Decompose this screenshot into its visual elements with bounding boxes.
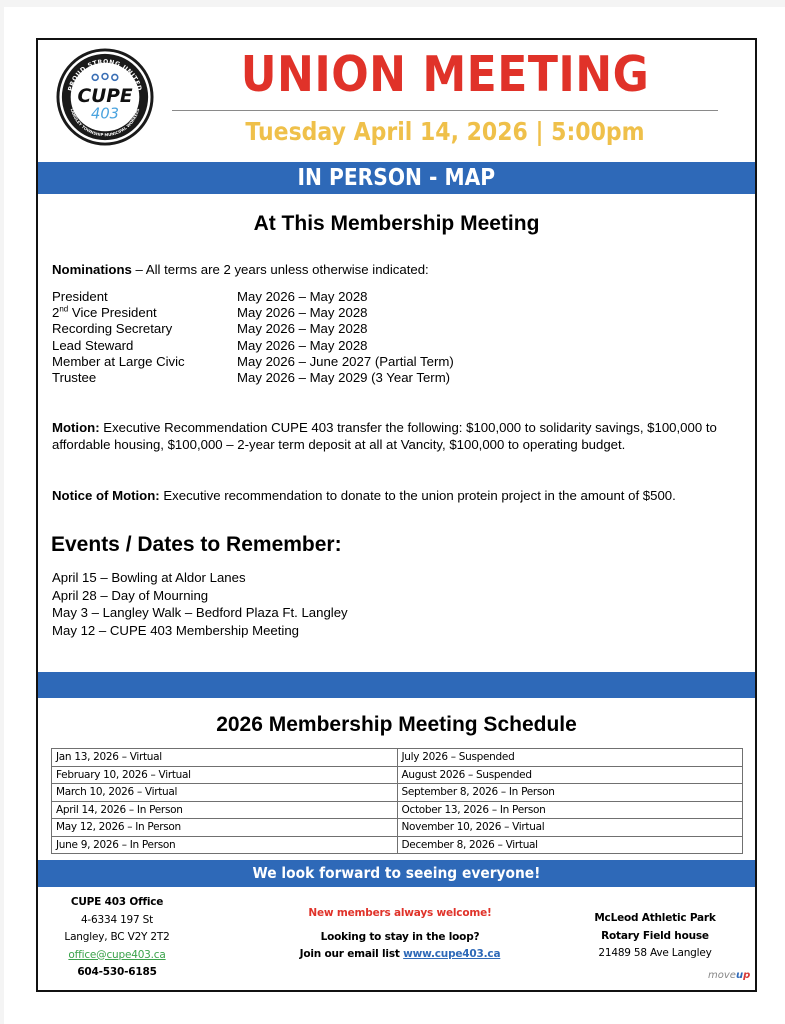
nominations-list bbox=[52, 289, 454, 386]
nomination-row bbox=[52, 321, 454, 337]
footer-banner bbox=[38, 860, 755, 887]
nomination-row bbox=[52, 338, 454, 354]
venue-address: 21489 58 Ave Langley bbox=[598, 947, 712, 960]
schedule-cell: June 9, 2026 – In Person bbox=[52, 836, 398, 854]
schedule-table bbox=[51, 748, 743, 854]
nomination-term: May 2026 – May 2028 bbox=[237, 337, 368, 353]
schedule-cell: September 8, 2026 – In Person bbox=[397, 784, 743, 802]
events-list bbox=[52, 569, 348, 639]
divider-band bbox=[38, 672, 755, 698]
logo-number: 403 bbox=[90, 105, 120, 123]
schedule-cell: February 10, 2026 – Virtual bbox=[52, 766, 398, 784]
office-name: CUPE 403 Office bbox=[70, 896, 164, 908]
schedule-cell: July 2026 – Suspended bbox=[397, 749, 743, 767]
schedule-cell: May 12, 2026 – In Person bbox=[52, 819, 398, 837]
title-divider bbox=[172, 110, 718, 111]
table-row bbox=[52, 836, 743, 854]
meeting-date-time: Tuesday April 14, 2026 | 5:00pm bbox=[245, 117, 645, 146]
nominations-label: Nominations bbox=[52, 262, 132, 277]
nomination-role: President bbox=[52, 289, 108, 304]
office-phone: 604-530-6185 bbox=[77, 966, 157, 979]
schedule-cell: November 10, 2026 – Virtual bbox=[397, 819, 743, 837]
nomination-term: May 2026 – May 2028 bbox=[237, 289, 368, 304]
office-contact bbox=[52, 894, 182, 982]
nomination-term: May 2026 – May 2028 bbox=[237, 321, 368, 337]
logo-name: CUPE bbox=[77, 85, 133, 107]
nomination-role: Lead Steward bbox=[52, 337, 134, 353]
nomination-term: May 2026 – May 2028 bbox=[237, 305, 368, 321]
nomination-row bbox=[52, 289, 454, 305]
moveup-logo: moveup bbox=[708, 970, 751, 981]
office-address-line2: Langley, BC V2Y 2T2 bbox=[64, 931, 170, 944]
table-row bbox=[52, 749, 743, 767]
event-item: April 15 – Bowling at Aldor Lanes bbox=[52, 570, 246, 585]
schedule-cell: December 8, 2026 – Virtual bbox=[397, 836, 743, 854]
join-email-prefix: Join our email list bbox=[299, 948, 404, 961]
notice-of-motion-paragraph bbox=[52, 488, 752, 505]
venue-info bbox=[580, 910, 730, 963]
table-row bbox=[52, 819, 743, 837]
nomination-role: Recording Secretary bbox=[52, 321, 173, 337]
nomination-row bbox=[52, 370, 454, 386]
in-person-map-label[interactable]: IN PERSON - MAP bbox=[297, 165, 496, 191]
notice-of-motion-text: Executive recommendation to donate to the union protein project in the amount of $500. bbox=[159, 488, 676, 503]
in-person-map-banner[interactable] bbox=[38, 162, 755, 194]
nomination-term: May 2026 – June 2027 (Partial Term) bbox=[237, 353, 454, 369]
event-item: April 28 – Day of Mourning bbox=[52, 587, 209, 603]
nomination-row bbox=[52, 354, 454, 370]
meeting-title: UNION MEETING bbox=[240, 46, 650, 103]
nomination-role: Trustee bbox=[52, 370, 97, 386]
office-address-line1: 4-6334 197 St bbox=[80, 913, 154, 926]
motion-text: Executive Recommendation CUPE 403 transfer the following: $100,000 to solidarity savings, $100,000 to affordable housing, $100,000 – 2-year term deposit at all at Vancity, $100,000 to operating budget. bbox=[52, 420, 717, 452]
notice-of-motion-label: Notice of Motion: bbox=[52, 488, 160, 503]
footer-banner-text: We look forward to seeing everyone! bbox=[252, 864, 541, 882]
venue-building: Rotary Field house bbox=[601, 929, 709, 942]
schedule-cell: August 2026 – Suspended bbox=[397, 766, 743, 784]
newsletter-signup bbox=[240, 905, 560, 964]
venue-name: McLeod Athletic Park bbox=[594, 912, 716, 924]
schedule-cell: April 14, 2026 – In Person bbox=[52, 801, 398, 819]
schedule-heading: 2026 Membership Meeting Schedule bbox=[216, 713, 577, 736]
stay-in-loop-text: Looking to stay in the loop? bbox=[320, 930, 480, 943]
nomination-role: Member at Large Civic bbox=[52, 353, 185, 369]
logo-top-text: PROUD STRONG UNITED bbox=[67, 58, 143, 92]
table-row bbox=[52, 801, 743, 819]
nominations-intro-text: – All terms are 2 years unless otherwise indicated: bbox=[131, 262, 429, 277]
nomination-row bbox=[52, 305, 454, 321]
nomination-term: May 2026 – May 2029 (3 Year Term) bbox=[237, 370, 451, 386]
logo-bottom-text: LANGLEY TOWNSHIP MUNICIPAL WORKERS bbox=[69, 107, 141, 138]
cupe-403-logo bbox=[56, 48, 154, 146]
office-email-link[interactable]: office@cupe403.ca bbox=[68, 948, 166, 961]
website-link[interactable]: www.cupe403.ca bbox=[403, 948, 501, 961]
nominations-intro bbox=[52, 262, 429, 279]
agenda-heading: At This Membership Meeting bbox=[253, 212, 540, 235]
event-item: May 12 – CUPE 403 Membership Meeting bbox=[52, 622, 300, 638]
schedule-cell: Jan 13, 2026 – Virtual bbox=[52, 749, 398, 767]
schedule-cell: October 13, 2026 – In Person bbox=[397, 801, 743, 819]
table-row bbox=[52, 784, 743, 802]
welcome-text: New members always welcome! bbox=[308, 907, 492, 919]
events-heading: Events / Dates to Remember: bbox=[51, 533, 342, 556]
event-item: May 3 – Langley Walk – Bedford Plaza Ft. Langley bbox=[52, 605, 348, 620]
table-row bbox=[52, 766, 743, 784]
motion-paragraph bbox=[52, 420, 752, 453]
motion-label: Motion: bbox=[52, 420, 100, 435]
schedule-cell: March 10, 2026 – Virtual bbox=[52, 784, 398, 802]
nomination-role: 2nd Vice President bbox=[52, 304, 157, 321]
